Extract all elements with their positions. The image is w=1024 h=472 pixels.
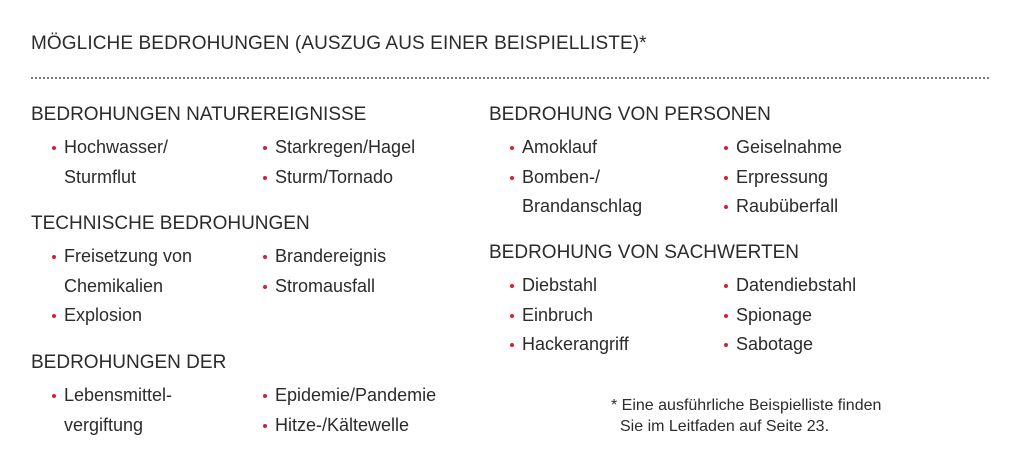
- list-item: [242, 272, 386, 302]
- list-item-text: Diebstahl: [522, 275, 598, 295]
- list-item: [489, 163, 703, 222]
- list-item-text: Bomben-/ Brandanschlag: [522, 166, 643, 216]
- column-left: [489, 133, 703, 222]
- footnote: [611, 395, 881, 437]
- list-item: [703, 330, 856, 360]
- section-heading: BEDROHUNGEN NATUREREIGNISSE: [31, 104, 367, 125]
- bullet-dot-icon: [724, 284, 728, 288]
- list-item-text: Einbruch: [522, 304, 594, 325]
- list-item: [31, 242, 242, 301]
- section-heading: TECHNISCHE BEDROHUNGEN: [31, 213, 310, 234]
- list-item-text: Raubüberfall: [736, 196, 839, 216]
- list-item-text: Stromausfall: [275, 275, 376, 296]
- column-right: [242, 381, 436, 440]
- bullet-dot-icon: [52, 146, 56, 150]
- list-item-text: Starkregen/Hagel: [275, 137, 416, 157]
- list-item-text: Hochwasser/ Sturmflut: [64, 137, 169, 187]
- list-item: [703, 192, 842, 222]
- list-item-text: Amoklauf: [522, 137, 598, 157]
- bullet-dot-icon: [263, 255, 267, 259]
- bullet-dot-icon: [52, 255, 56, 259]
- column-right: [242, 133, 415, 192]
- section-heading: BEDROHUNGEN DER: [31, 352, 227, 373]
- footnote-line-2: Sie im Leitfaden auf Seite 23.: [620, 418, 830, 435]
- list-item: [489, 301, 703, 331]
- bullet-dot-icon: [510, 146, 514, 150]
- bullet-dot-icon: [263, 285, 267, 289]
- page-title: MÖGLICHE BEDROHUNGEN (AUSZUG AUS EINER BEISPIELLISTE)*: [31, 33, 647, 54]
- list-item: [242, 381, 436, 411]
- bullet-dot-icon: [263, 424, 267, 428]
- dotted-divider: [31, 77, 989, 79]
- list-item: [242, 242, 386, 272]
- bullet-dot-icon: [724, 205, 728, 209]
- list-item-text: Hitze-/Kältewelle: [275, 414, 410, 435]
- section-columns: [31, 381, 436, 440]
- bullet-dot-icon: [52, 314, 56, 318]
- bullet-dot-icon: [724, 314, 728, 318]
- footnote-line-1: * Eine ausführliche Beispielliste finden: [611, 397, 882, 414]
- bullet-dot-icon: [263, 394, 267, 398]
- list-item-text: Geiselnahme: [736, 137, 843, 157]
- list-item-text: Lebensmittel- vergiftung: [64, 385, 173, 435]
- section-columns: [31, 133, 415, 192]
- section-bedrohung-personen: [489, 103, 842, 222]
- list-item: [703, 133, 842, 163]
- column-right: [703, 271, 856, 360]
- column-left: [31, 242, 242, 331]
- section-columns: [489, 271, 856, 360]
- bullet-dot-icon: [510, 314, 514, 318]
- section-heading: BEDROHUNG VON PERSONEN: [489, 104, 771, 125]
- list-item-text: Epidemie/Pandemie: [275, 385, 437, 405]
- list-item: [489, 133, 703, 163]
- list-item: [242, 411, 436, 441]
- section-bedrohungen-der: [31, 351, 436, 440]
- list-item-text: Sturm/Tornado: [275, 166, 394, 187]
- list-item-text: Datendiebstahl: [736, 275, 857, 295]
- list-item-text: Hackerangriff: [522, 334, 629, 354]
- bullet-dot-icon: [510, 343, 514, 347]
- list-item: [31, 381, 242, 440]
- list-item-text: Spionage: [736, 304, 813, 325]
- section-bedrohung-sachwerten: [489, 241, 856, 360]
- list-item: [31, 301, 242, 331]
- section-technische-bedrohungen: [31, 212, 386, 331]
- list-item-text: Sabotage: [736, 334, 814, 354]
- bullet-dot-icon: [510, 284, 514, 288]
- section-heading: BEDROHUNG VON SACHWERTEN: [489, 242, 800, 263]
- list-item-text: Brandereignis: [275, 246, 387, 266]
- bullet-dot-icon: [724, 176, 728, 180]
- list-item: [489, 271, 703, 301]
- section-naturereignisse: [31, 103, 415, 192]
- bullet-dot-icon: [263, 176, 267, 180]
- bullet-dot-icon: [724, 343, 728, 347]
- list-item-text: Erpressung: [736, 166, 829, 187]
- list-item: [242, 163, 415, 193]
- section-columns: [31, 242, 386, 331]
- list-item: [242, 133, 415, 163]
- list-item: [489, 330, 703, 360]
- list-item: [703, 301, 856, 331]
- column-right: [703, 133, 842, 222]
- list-item: [703, 271, 856, 301]
- column-left: [31, 133, 242, 192]
- bullet-dot-icon: [263, 146, 267, 150]
- list-item: [703, 163, 842, 193]
- bullet-dot-icon: [52, 394, 56, 398]
- list-item-text: Freisetzung von Chemikalien: [64, 246, 193, 296]
- column-right: [242, 242, 386, 331]
- bullet-dot-icon: [724, 146, 728, 150]
- bullet-dot-icon: [510, 176, 514, 180]
- section-columns: [489, 133, 842, 222]
- list-item-text: Explosion: [64, 305, 143, 325]
- list-item: [31, 133, 242, 192]
- column-left: [489, 271, 703, 360]
- column-left: [31, 381, 242, 440]
